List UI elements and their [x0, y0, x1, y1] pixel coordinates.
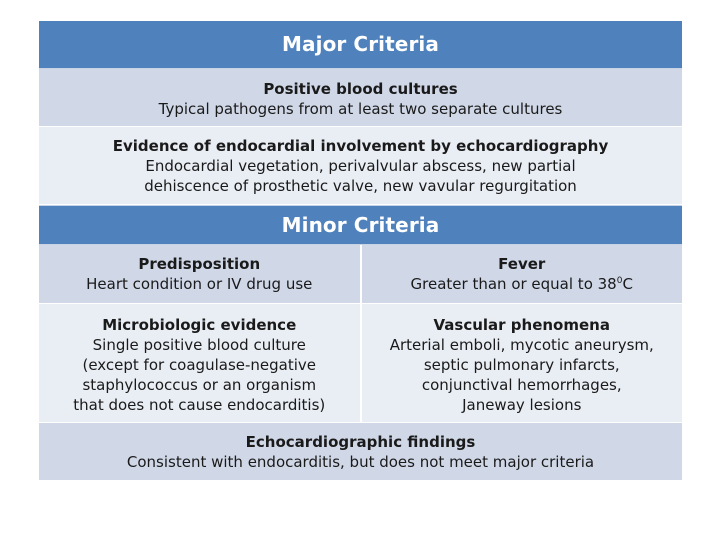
cell-text: septic pulmonary infarcts,	[423, 356, 620, 374]
cell-text: Single positive blood culture	[92, 336, 306, 354]
predisposition-cell	[39, 245, 362, 303]
row-title: Echocardiographic findings	[245, 433, 476, 451]
fever-cell	[362, 245, 683, 303]
row-text: Consistent with endocarditis, but does not meet major criteria	[126, 453, 595, 471]
vascular-phenomena-cell	[362, 304, 683, 422]
row-text: dehiscence of prosthetic valve, new vavular regurgitation	[144, 177, 577, 195]
microbiologic-evidence-cell	[39, 304, 362, 422]
cell-text: staphylococcus or an organism	[82, 376, 317, 394]
row-text: Endocardial vegetation, perivalvular abscess, new partial	[145, 157, 576, 175]
major-criteria-header	[39, 21, 682, 69]
row-text: Typical pathogens from at least two separate cultures	[158, 100, 563, 118]
cell-title: Predisposition	[138, 255, 261, 273]
cell-title: Microbiologic evidence	[102, 316, 297, 334]
degree-superscript: 0	[616, 276, 623, 286]
row-title: Positive blood cultures	[263, 80, 458, 98]
minor-criteria-header	[39, 205, 682, 245]
cell-text: that does not cause endocarditis)	[73, 396, 326, 414]
predisposition-fever-row	[39, 245, 682, 304]
major-criteria-title: Major Criteria	[282, 32, 439, 56]
minor-criteria-title: Minor Criteria	[281, 213, 440, 237]
microbiologic-vascular-row	[39, 304, 682, 423]
positive-blood-cultures-row	[39, 69, 682, 127]
fever-unit: C	[622, 275, 633, 293]
cell-text	[362, 274, 683, 294]
row-title: Evidence of endocardial involvement by echocardiography	[112, 137, 609, 155]
cell-text: (except for coagulase-negative	[82, 356, 317, 374]
endocardial-involvement-row	[39, 127, 682, 205]
cell-title: Fever	[498, 255, 546, 273]
fever-text: Greater than or equal to 38	[410, 275, 617, 293]
cell-text: Janeway lesions	[462, 396, 582, 414]
cell-text: Arterial emboli, mycotic aneurysm,	[389, 336, 654, 354]
criteria-table	[39, 21, 682, 477]
cell-text: Heart condition or IV drug use	[86, 275, 313, 293]
cell-title: Vascular phenomena	[433, 316, 610, 334]
cell-text: conjunctival hemorrhages,	[421, 376, 622, 394]
echocardiographic-findings-row	[39, 423, 682, 480]
